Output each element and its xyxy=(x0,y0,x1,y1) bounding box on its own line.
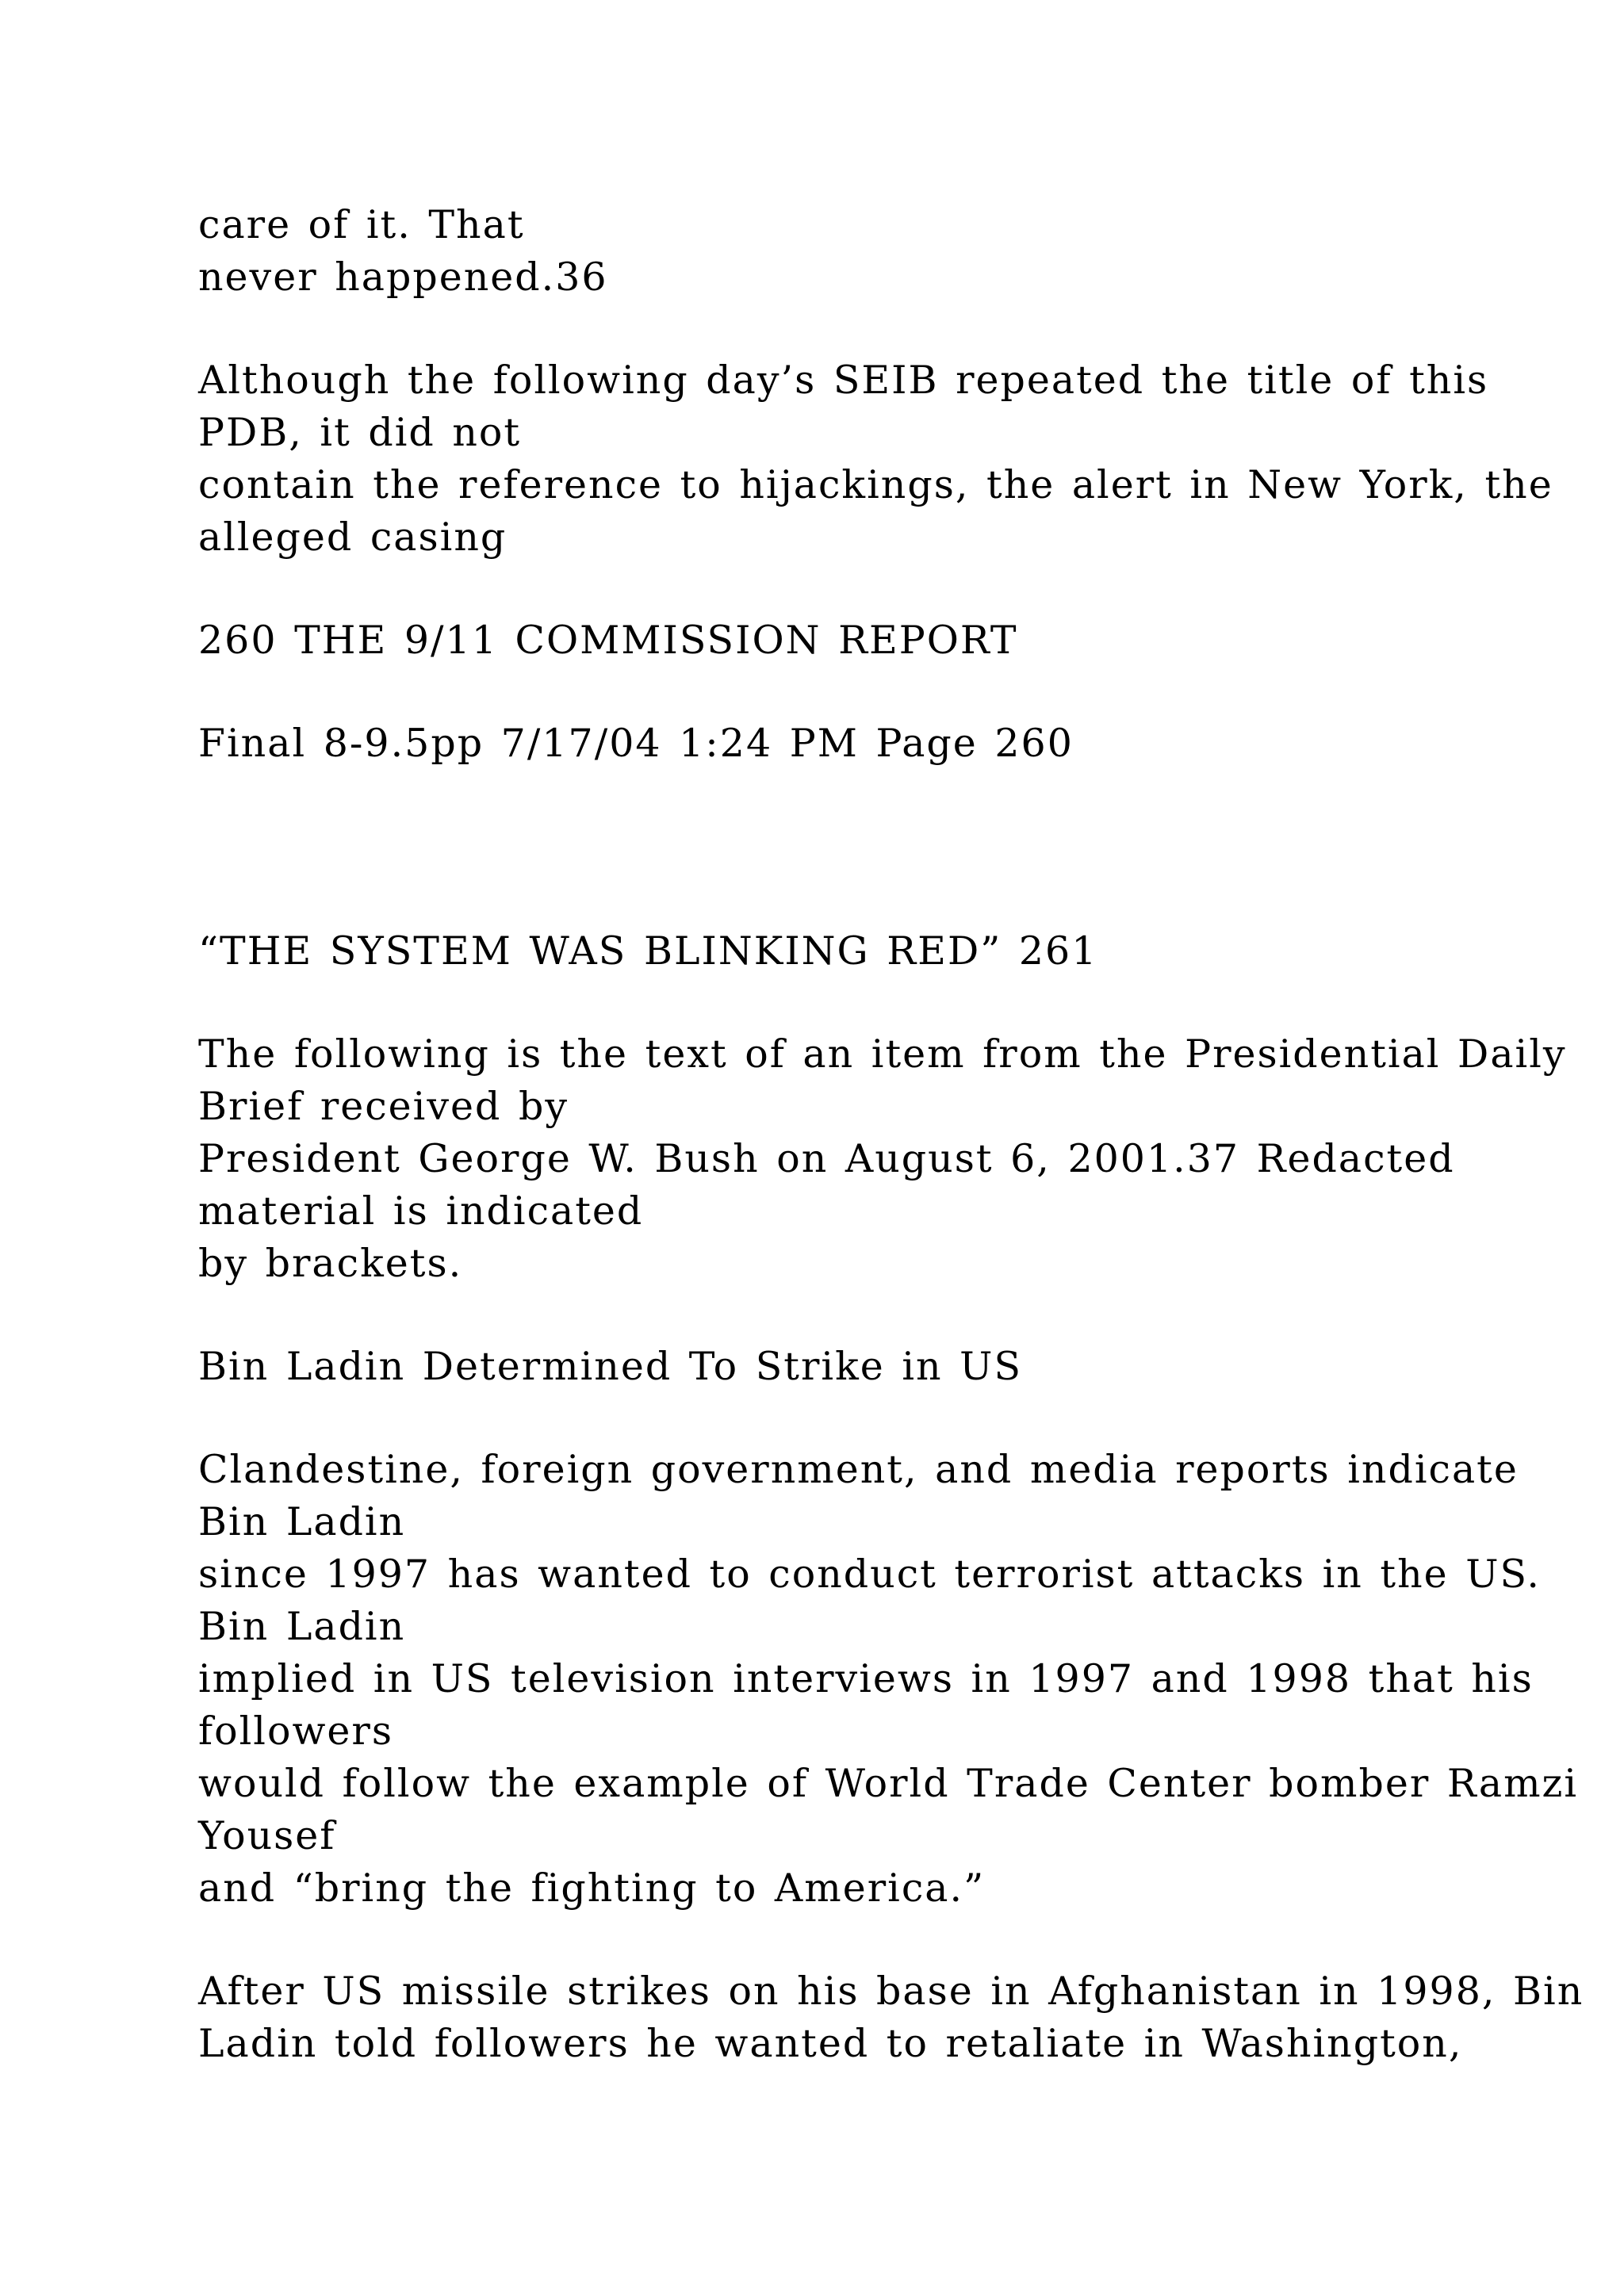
text-line: alleged casing xyxy=(198,515,508,560)
text-line: since 1997 has wanted to conduct terrorist attacks in the US. xyxy=(198,1552,1541,1597)
text-line: Bin Ladin xyxy=(198,1499,406,1544)
text-line: Bin Ladin xyxy=(198,1604,406,1649)
text-line: Ladin told followers he wanted to retaliate in Washington, xyxy=(198,2021,1463,2066)
text-line: contain the reference to hijackings, the alert in New York, the xyxy=(198,462,1553,507)
text-line: After US missile strikes on his base in Afghanistan in 1998, Bin xyxy=(198,1969,1584,2014)
running-header: “THE SYSTEM WAS BLINKING RED” 261 xyxy=(198,928,1098,974)
running-footer: 260 THE 9/11 COMMISSION REPORT xyxy=(198,618,1018,663)
text-line: President George W. Bush on August 6, 2001.37 Redacted xyxy=(198,1136,1455,1181)
text-line: and “bring the fighting to America.” xyxy=(198,1866,986,1911)
text-line: Yousef xyxy=(198,1813,336,1858)
text-line: implied in US television interviews in 1997 and 1998 that his xyxy=(198,1656,1534,1701)
text-line: by brackets. xyxy=(198,1241,463,1286)
text-line: The following is the text of an item from the Presidential Daily xyxy=(198,1031,1567,1077)
text-line: followers xyxy=(198,1709,393,1754)
item-title: Bin Ladin Determined To Strike in US xyxy=(198,1344,1023,1389)
text-line: never happened.36 xyxy=(198,254,608,300)
text-line: PDB, it did not xyxy=(198,410,522,455)
text-line: Clandestine, foreign government, and media reports indicate xyxy=(198,1447,1519,1492)
text-line: material is indicated xyxy=(198,1188,644,1234)
print-slug: Final 8-9.5pp 7/17/04 1:24 PM Page 260 xyxy=(198,721,1074,766)
text-line: care of it. That xyxy=(198,202,525,247)
text-line: Although the following day’s SEIB repeated the title of this xyxy=(198,358,1489,403)
text-line: would follow the example of World Trade Center bomber Ramzi xyxy=(198,1761,1579,1806)
text-line: Brief received by xyxy=(198,1084,569,1129)
